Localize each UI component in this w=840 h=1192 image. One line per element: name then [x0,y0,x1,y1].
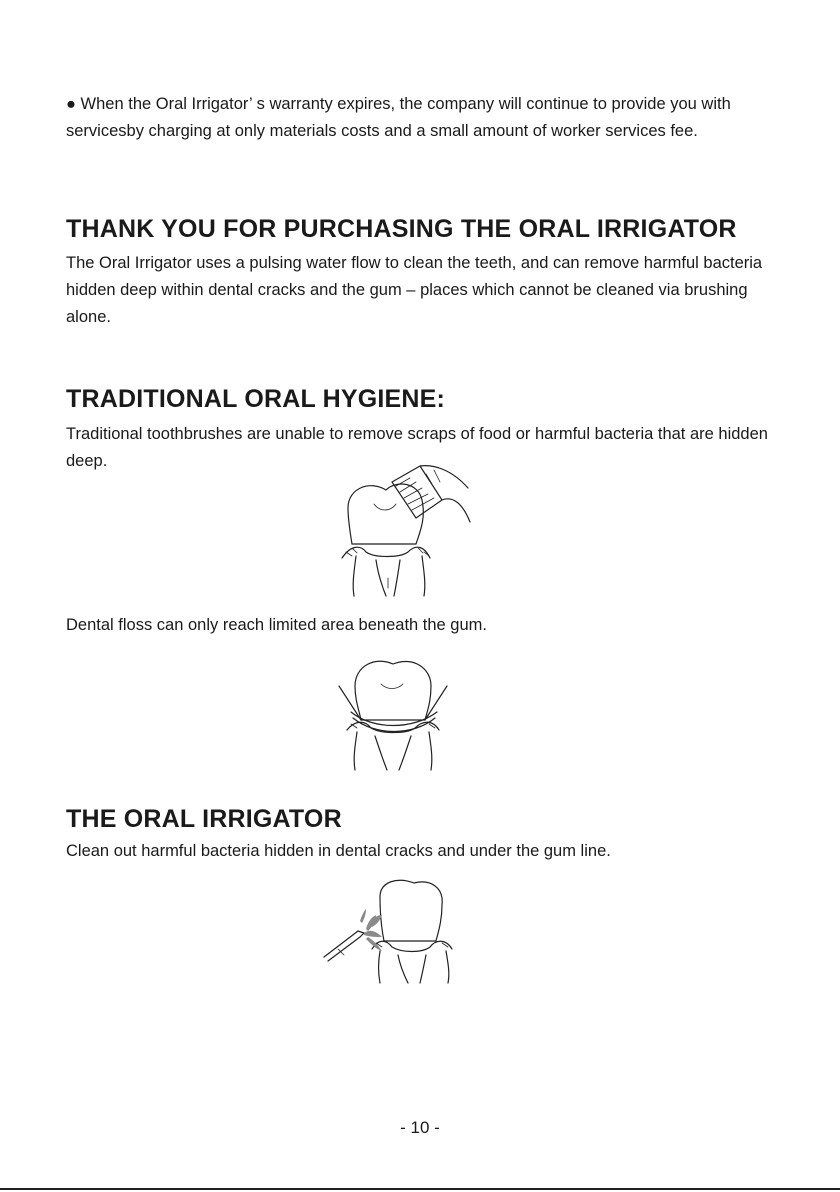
irrigator-paragraph: Clean out harmful bacteria hidden in dental cracks and under the gum line. [66,842,611,860]
irrigator-illustration [318,875,468,985]
irrigator-heading: THE ORAL IRRIGATOR [66,805,342,833]
floss-illustration [333,650,453,775]
thank-you-paragraph: The Oral Irrigator uses a pulsing water flow to clean the teeth, and can remove harmful bacteria hidden deep within dental cracks and the gum – places which cannot be cleaned via brushing alone. [66,254,763,326]
toothbrush-paragraph: Traditional toothbrushes are unable to remove scraps of food or harmful bacteria that are hidden deep. [66,425,768,470]
floss-paragraph: Dental floss can only reach limited area beneath the gum. [66,616,487,634]
traditional-heading: TRADITIONAL ORAL HYGIENE: [66,385,446,413]
toothbrush-illustration [330,460,480,600]
page-number: - 10 - [400,1118,440,1137]
bottom-border [0,1188,840,1190]
thank-you-heading: THANK YOU FOR PURCHASING THE ORAL IRRIGATOR [66,215,737,243]
warranty-paragraph: ● When the Oral Irrigator’ s warranty expires, the company will continue to provide you with servicesby charging at only materials costs and a small amount of worker services fee. [66,95,731,140]
